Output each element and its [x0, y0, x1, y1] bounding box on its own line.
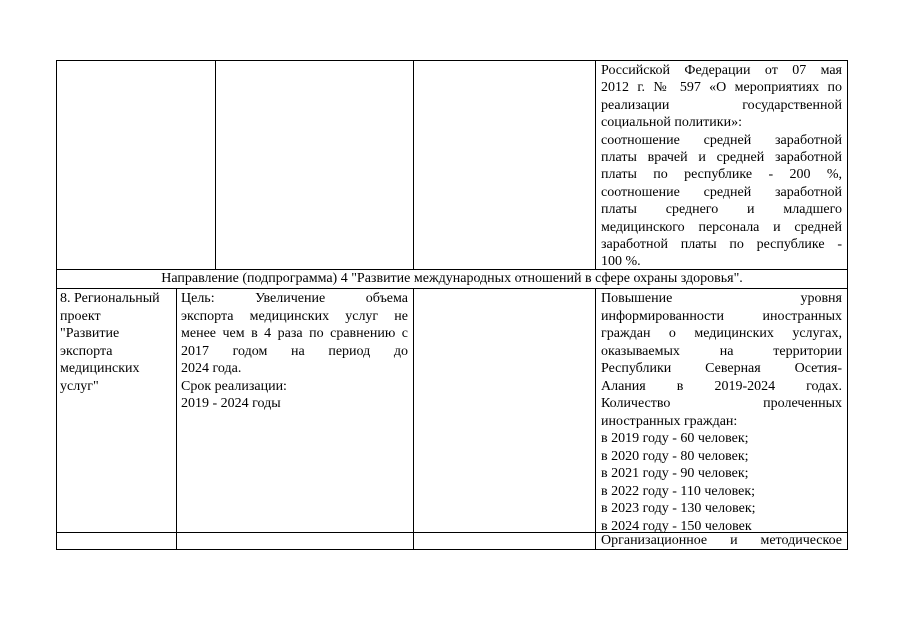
text-line: иностранных граждан: — [601, 413, 738, 429]
text-line: Срок реализации: — [181, 378, 287, 394]
text-line: 2019 - 2024 годы — [181, 396, 281, 411]
section-heading: Направление (подпрограмма) 4 "Развитие международных отношений в сфере охраны здоровья". — [161, 271, 743, 286]
text-line: 2017 годом на период до — [181, 343, 408, 359]
text-line: Повышение уровня — [601, 291, 842, 306]
text-line: платы среднего и младшего — [601, 202, 842, 218]
text-line: экспорта — [60, 343, 113, 359]
text-line: граждан о медицинских услугах, — [601, 326, 842, 341]
text-line: в 2019 году - 60 человек; — [601, 431, 749, 446]
text-line: Количество пролеченных — [601, 396, 842, 411]
text-line: в 2020 году - 80 человек; — [601, 448, 749, 464]
text-line: услуг" — [60, 378, 99, 394]
text-line: социальной политики»: — [601, 115, 742, 131]
text-line: медицинского персонала и средней — [601, 219, 842, 235]
text-line: соотношение средней заработной — [601, 184, 842, 200]
text-line: менее чем в 4 раза по сравнению с — [181, 326, 408, 341]
text-line: платы по республике - 200 %, — [601, 167, 842, 183]
text-line: Республики Северная Осетия- — [601, 361, 842, 376]
text-line: в 2023 году - 130 человек; — [601, 501, 756, 516]
text-line: в 2022 году - 110 человек; — [601, 483, 756, 499]
last-row-cell-3 — [413, 532, 596, 550]
last-row-cell-2 — [176, 532, 414, 550]
last-row-text: Организационное и методическое — [601, 533, 842, 548]
top-row-cell-2 — [215, 60, 414, 270]
text-line: соотношение средней заработной — [601, 132, 842, 148]
text-line: экспорта медицинских услуг не — [181, 308, 408, 324]
text-line: проект — [60, 308, 101, 324]
text-line: заработной платы по республике - — [601, 237, 842, 252]
last-row-cell-1 — [56, 532, 177, 550]
text-line: Алания в 2019-2024 годах. — [601, 378, 842, 394]
text-line: 2024 года. — [181, 361, 242, 376]
text-line: 100 %. — [601, 254, 641, 270]
text-line: 2012 г. № 597 «О мероприятиях по — [601, 80, 842, 96]
text-line: информированности иностранных — [601, 308, 842, 324]
text-line: в 2021 году - 90 человек; — [601, 466, 749, 481]
text-line: в 2024 году - 150 человек — [601, 518, 752, 534]
text-line: медицинских — [60, 361, 140, 376]
project-row-cell-3 — [413, 288, 596, 533]
text-line: Цель: Увеличение объема — [181, 291, 408, 306]
text-line: 8. Региональный — [60, 291, 160, 306]
text-line: платы врачей и средней заработной — [601, 150, 842, 165]
top-row-cell-1 — [56, 60, 216, 270]
text-line: Российской Федерации от 07 мая — [601, 63, 842, 78]
text-line: "Развитие — [60, 326, 120, 341]
text-line: реализации государственной — [601, 97, 842, 113]
top-row-cell-3 — [413, 60, 596, 270]
text-line: оказываемых на территории — [601, 343, 842, 359]
